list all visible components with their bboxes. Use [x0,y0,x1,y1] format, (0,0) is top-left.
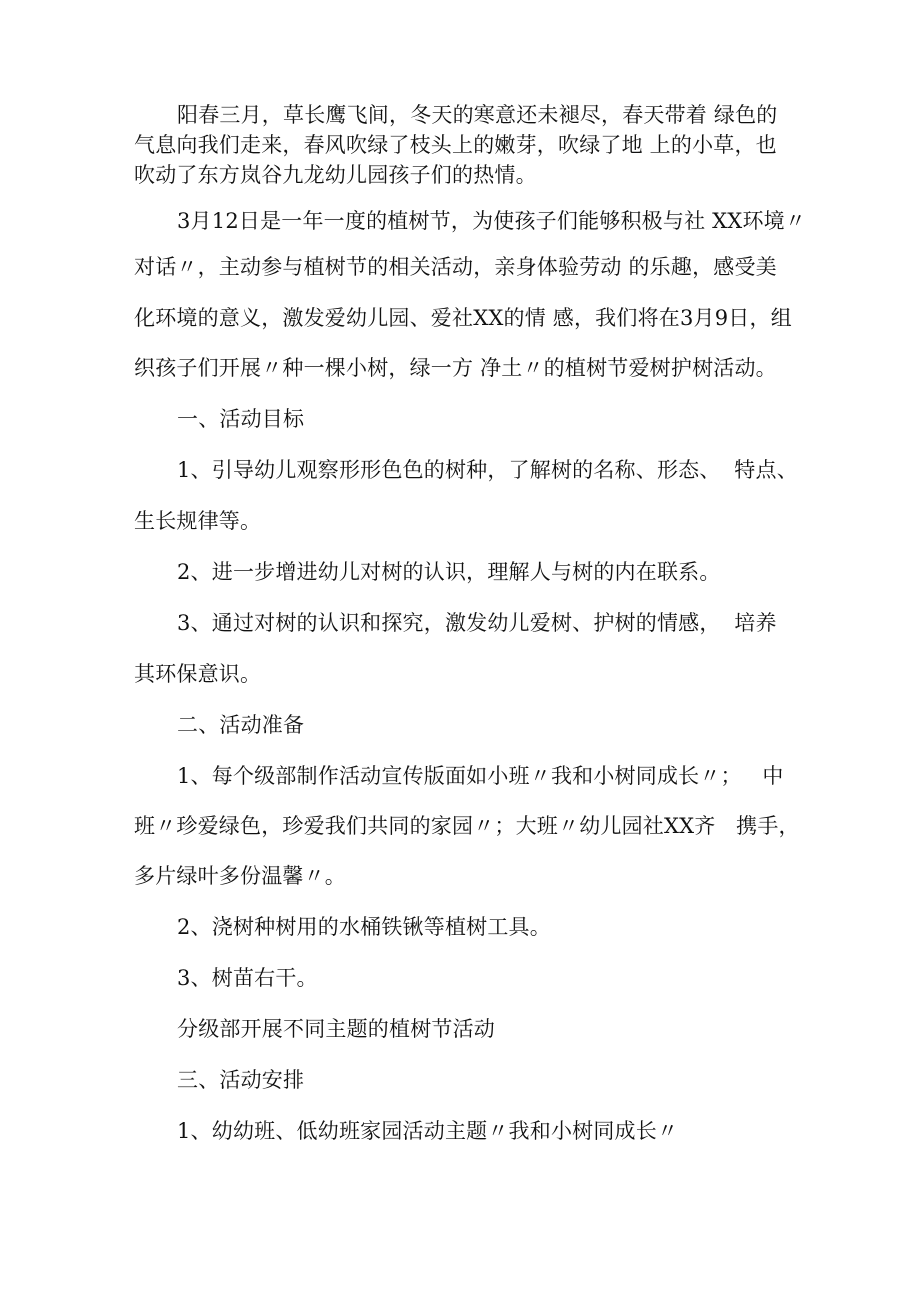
section-heading-arrangement: 三、活动安排 [177,1068,305,1092]
prep-1-line-2: 班〃珍爱绿色，珍爱我们共同的家园〃；大班〃幼儿园社XX齐 携手， [134,814,800,838]
goal-1-line-2: 生长规律等。 [134,509,262,533]
goal-3-line-1: 3、通过对树的认识和探究，激发幼儿爱树、护树的情感， 培养 [177,611,777,635]
paragraph-2-line-3: 化环境的意义，激发爱幼儿园、爱社XX的情 感，我们将在3月9日，组 [134,306,792,330]
arrangement-1: 1、幼幼班、低幼班家园活动主题〃我和小树同成长〃 [177,1119,679,1143]
section-note: 分级部开展不同主题的植树节活动 [177,1017,495,1041]
prep-1-line-3: 多片绿叶多份温馨〃。 [134,864,346,888]
paragraph-1-line-3: 吹动了东方岚谷九龙幼儿园孩子们的热情。 [134,163,537,187]
paragraph-2-line-1: 3月12日是一年一度的植树节，为使孩子们能够积极与社 XX环境〃 [177,209,807,233]
paragraph-2-line-4: 织孩子们开展〃种一棵小树，绿一方 净土〃的植树节爱树护树活动。 [134,356,777,380]
prep-1-line-1: 1、每个级部制作活动宣传版面如小班〃我和小树同成长〃； 中 [177,764,784,788]
prep-3: 3、树苗右干。 [177,966,318,990]
paragraph-1-line-2: 气息向我们走来，春风吹绿了枝头上的嫩芽，吹绿了地 上的小草，也 [134,133,777,157]
paragraph-2-line-2: 对话〃，主动参与植树节的相关活动，亲身体验劳动 的乐趣，感受美 [134,255,777,279]
goal-1-line-1: 1、引导幼儿观察形形色色的树种，了解树的名称、形态、 特点、 [177,458,798,482]
goal-2: 2、进一步增进幼儿对树的认识，理解人与树的内在联系。 [177,560,721,584]
section-heading-preparation: 二、活动准备 [177,713,305,737]
section-heading-goals: 一、活动目标 [177,407,305,431]
goal-3-line-2: 其环保意识。 [134,662,262,686]
paragraph-1-line-1: 阳春三月，草长鹰飞间，冬天的寒意还未褪尽，春天带着 绿色的 [177,103,778,127]
prep-2: 2、浇树种树用的水桶铁锹等植树工具。 [177,915,551,939]
